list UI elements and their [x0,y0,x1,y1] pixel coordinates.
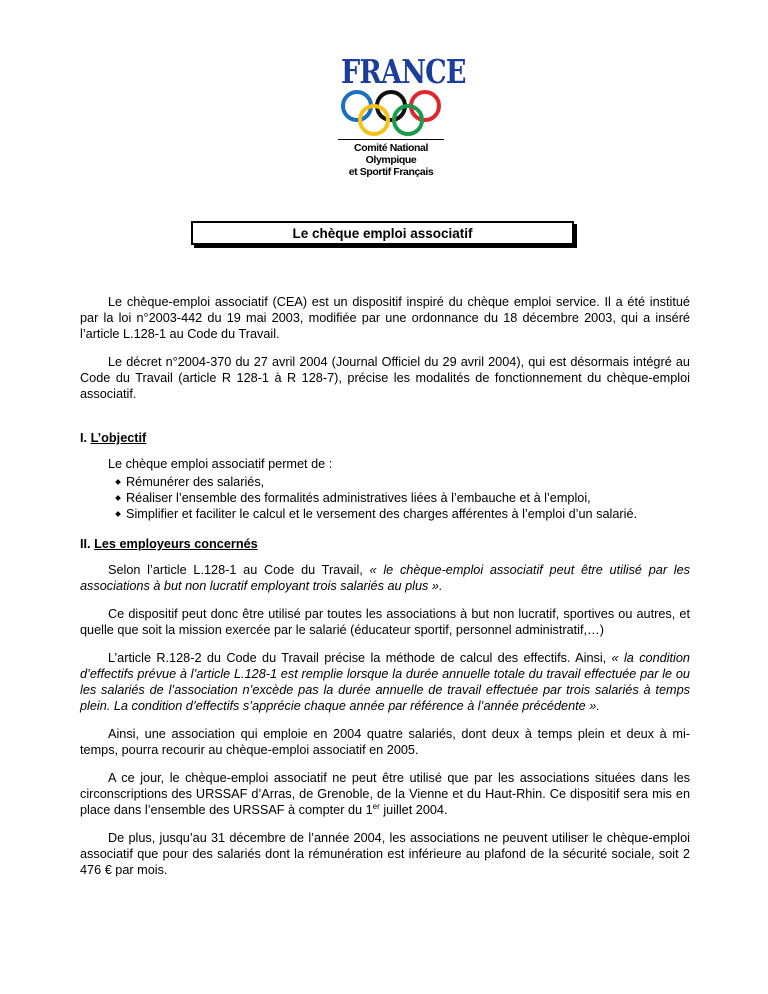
document-title: Le chèque emploi associatif [191,221,574,245]
section-2-paragraph-3 [80,650,690,714]
list-item: Simplifier et faciliter le calcul et le versement des charges afférentes à l’emploi d’un salarié. [116,506,690,522]
logo-divider [338,139,444,140]
document-body [80,294,690,890]
section-2-paragraph-4: Ainsi, une association qui emploie en 2004 quatre salariés, dont deux à temps plein et deux à mi-temps, pourra recourir au chèque-emploi associatif en 2005. [80,727,690,757]
list-item: Rémunérer des salariés, [116,474,690,490]
section-1-bullet-list [80,474,690,522]
legal-quote: « la condition d’effectifs prévue à l’article L.128-1 est remplie lorsque la durée annuelle totale du travail effectuée par le ou les salariés de l’association n’excède pas la durée annuelle de travail effectuée par trois salariés à temps plein. La condition d’effectifs s’apprécie chaque année par référence à l’année précédente ». [80,651,690,713]
paragraph-text: juillet 2004. [379,803,448,817]
list-item: Réaliser l’ensemble des formalités administratives liées à l’embauche et à l’emploi, [116,490,690,506]
cnosf-logo [330,52,466,178]
intro-paragraph-1: Le chèque-emploi associatif (CEA) est un dispositif inspiré du chèque emploi service. Il a été institué par la loi n°2003-442 du 19 mai 2003, modifiée par une ordonnance du 18 décembre 2003, qui a inséré l’article L.128-1 au Code du Travail. [80,295,690,341]
section-1-title: L’objectif [90,431,147,445]
paragraph-text: L’article R.128-2 du Code du Travail précise la méthode de calcul des effectifs. Ainsi, [108,651,612,665]
section-1-intro: Le chèque emploi associatif permet de : [108,457,333,471]
ordinal-suffix: er [372,801,380,811]
olympic-rings-icon [338,90,444,136]
intro-paragraph-2: Le décret n°2004-370 du 27 avril 2004 (Journal Officiel du 29 avril 2004), qui est désormais intégré au Code du Travail (article R 128-1 à R 128-7), précise les modalités de fonctionnement du chèque-emploi associatif. [80,355,690,401]
section-1-heading [80,430,690,446]
legal-quote: « le chèque-emploi associatif peut être utilisé par les associations à but non lucratif employant trois salariés au plus ». [80,563,690,593]
section-2-paragraph-2: Ce dispositif peut donc être utilisé par toutes les associations à but non lucratif, sportives ou autres, et quelle que soit la mission exercée par le salarié (éducateur sportif, personnel administratif,…) [80,607,690,637]
section-2-paragraph-5 [80,770,690,818]
section-2-heading [80,536,690,552]
section-1-number: I. [80,431,88,445]
section-2-number: II. [80,537,91,551]
section-2-title: Les employeurs concernés [94,537,258,551]
logo-caption-line-2: et Sportif Français [348,166,434,178]
logo-caption-line-1: Comité National Olympique [354,142,428,166]
section-2-paragraph-6: De plus, jusqu’au 31 décembre de l’année 2004, les associations ne peuvent utiliser le chèque-emploi associatif que pour des salariés dont la rémunération est inférieure au plafond de la sécurité sociale, soit 2 476 € par mois. [80,831,690,877]
section-2-paragraph-1 [80,562,690,594]
paragraph-text: Selon l’article L.128-1 au Code du Travail, [108,563,370,577]
paragraph-text: A ce jour, le chèque-emploi associatif ne peut être utilisé que par les associations situées dans les circonscriptions des URSSAF d’Arras, de Grenoble, de la Vienne et du Haut-Rhin. Ce dispositif sera mis en place dans l’ensemble des URSSAF à compter du 1 [80,771,690,817]
logo-wordmark: FRANCE [340,52,466,91]
